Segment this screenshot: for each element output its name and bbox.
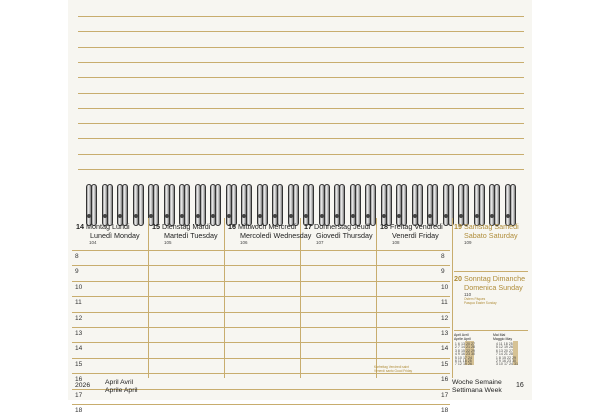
day-name: Donnerstag Jeudi [314,222,371,231]
footer-week-number: 16 [516,382,524,389]
footer-month-line2: Aprile April [105,387,138,394]
may-title-line2: Maggio May [493,337,513,341]
weekend-divider [454,330,528,331]
day-header-tuesday [152,223,218,240]
hour-line [72,250,450,251]
calendar-row: 3 10 17 24 31 [496,362,519,367]
may-title-line1: Mai Mai [493,333,506,337]
day-number: 17 [304,222,312,231]
april-title-line1: April Avril [454,333,469,337]
day-name-alt: Mercoledì Wednesday [240,230,312,240]
day-name-alt: Domenica Sunday [464,282,523,292]
calendar-row: 1 6 13 20 27 [455,342,476,346]
day-of-year: 107 [316,240,324,245]
hour-line [72,281,450,282]
day-header-friday [380,223,443,240]
note-line [78,169,524,170]
hour-line [72,404,450,405]
hour-label-left: 17 [75,391,83,399]
day-name-alt: Lunedì Monday [90,230,140,240]
footer-year: 2026 [75,382,91,389]
day-header-saturday [454,223,519,240]
friday-note-line1: Karfreitag Vendredi saint [374,365,409,369]
day-number: 19 [454,222,462,231]
hour-label-right: 13 [441,330,449,337]
hour-line [72,342,450,343]
hour-line [72,327,450,328]
holiday-note-line2: Pasqua Easter Sunday [464,300,497,305]
column-monday[interactable] [68,218,149,378]
hour-label-right: 8 [441,253,445,260]
day-name-alt: Martedì Tuesday [164,230,218,240]
calendar-row: 2 7 14 21 28 [455,345,476,350]
hour-line [72,296,450,297]
hour-label-right: 18 [441,407,449,414]
note-line [78,108,524,109]
note-line [78,47,524,48]
day-header-thursday [304,223,373,240]
calendar-row: 2 9 16 23 30 [496,359,517,363]
hour-label-right: 16 [441,376,449,384]
calendar-row: 4 11 18 25 [496,342,513,346]
note-line [78,138,524,139]
hour-line [72,265,450,266]
calendar-row: 6 11 18 25 [455,359,472,363]
hour-label-left: 15 [75,360,83,368]
hour-label-left: 12 [75,314,83,322]
note-line [78,16,524,17]
hour-line [72,373,450,374]
hour-label-left: 16 [75,376,83,384]
hour-label-left: 13 [75,330,83,337]
note-line [78,154,524,155]
day-name-alt: Sabato Saturday [464,230,518,240]
calendar-row: 3 8 15 22 29 [455,348,476,353]
day-of-year: 108 [392,240,400,245]
day-name: Mittwoch Mercredi [238,222,297,231]
day-name: Freitag Vendredi [390,222,443,231]
footer-month [105,379,138,395]
calendar-row: 6 13 20 27 [496,348,514,353]
calendar-row: 7 12 19 26 [455,362,473,367]
day-name: Sonntag Dimanche [464,274,526,283]
note-line [78,77,524,78]
day-name: Dienstag Mardi [162,222,211,231]
calendar-row: 5 10 17 24 [455,355,473,360]
footer-week-line2: Settimana Week [452,387,502,394]
hour-label-left: 10 [75,283,83,291]
column-thursday[interactable] [300,218,377,378]
day-of-year: 104 [89,240,97,245]
note-line [78,123,524,124]
column-tuesday[interactable] [148,218,225,378]
day-of-year: 106 [240,240,248,245]
hour-label-left: 9 [75,268,79,276]
mini-calendar-may-title [493,333,512,341]
note-line [78,93,524,94]
hour-label-right: 11 [441,299,448,307]
mini-calendar-april-title [454,333,471,341]
hour-label-right: 15 [441,360,449,368]
holiday-note-line1: Ostern Pâques [464,297,486,301]
day-number: 15 [152,222,160,231]
day-number: 16 [228,222,236,231]
hour-line [72,358,450,359]
day-header-monday [76,223,140,240]
hour-label-left: 14 [75,345,83,353]
hour-line [72,312,450,313]
hour-label-right: 12 [441,314,449,322]
day-number: 20 [454,274,462,283]
day-of-year: 105 [164,240,172,245]
day-name: Montag Lundi [86,222,130,231]
hour-label-right: 9 [441,268,445,276]
day-header-sunday [454,275,525,292]
holiday-note [464,298,497,306]
footer-week [452,379,502,395]
hour-label-right: 10 [441,283,449,291]
hour-label-left: 18 [75,407,83,414]
column-friday[interactable] [376,218,453,378]
hour-label-right: 17 [441,391,449,399]
day-header-wednesday [228,223,311,240]
calendar-row: 5 12 19 26 [496,345,514,350]
calendar-row: 4 9 16 23 30 [455,352,476,357]
friday-note-line2: Venerdì santo Good Friday [374,368,413,373]
hour-label-left: 8 [75,253,79,260]
hour-label-right: 14 [441,345,449,353]
hour-label-left: 11 [75,299,82,307]
april-title-line2: Aprile April [454,337,471,341]
saturday-sunday-divider [454,271,528,272]
day-number: 18 [380,222,388,231]
day-of-year: 109 [464,240,472,245]
day-name: Samstag Samedi [464,222,519,231]
day-number: 14 [76,222,84,231]
calendar-row: 1 8 15 22 29 [496,355,517,360]
day-name-alt: Giovedì Thursday [316,230,373,240]
footer-month-line1: April Avril [105,379,134,386]
note-line [78,62,524,63]
footer-week-line1: Woche Semaine [452,379,502,386]
column-wednesday[interactable] [224,218,301,378]
day-name-alt: Venerdì Friday [392,230,439,240]
day-of-year: 110 [464,292,472,297]
note-line [78,31,524,32]
calendar-row: 7 14 21 28 [496,352,514,357]
